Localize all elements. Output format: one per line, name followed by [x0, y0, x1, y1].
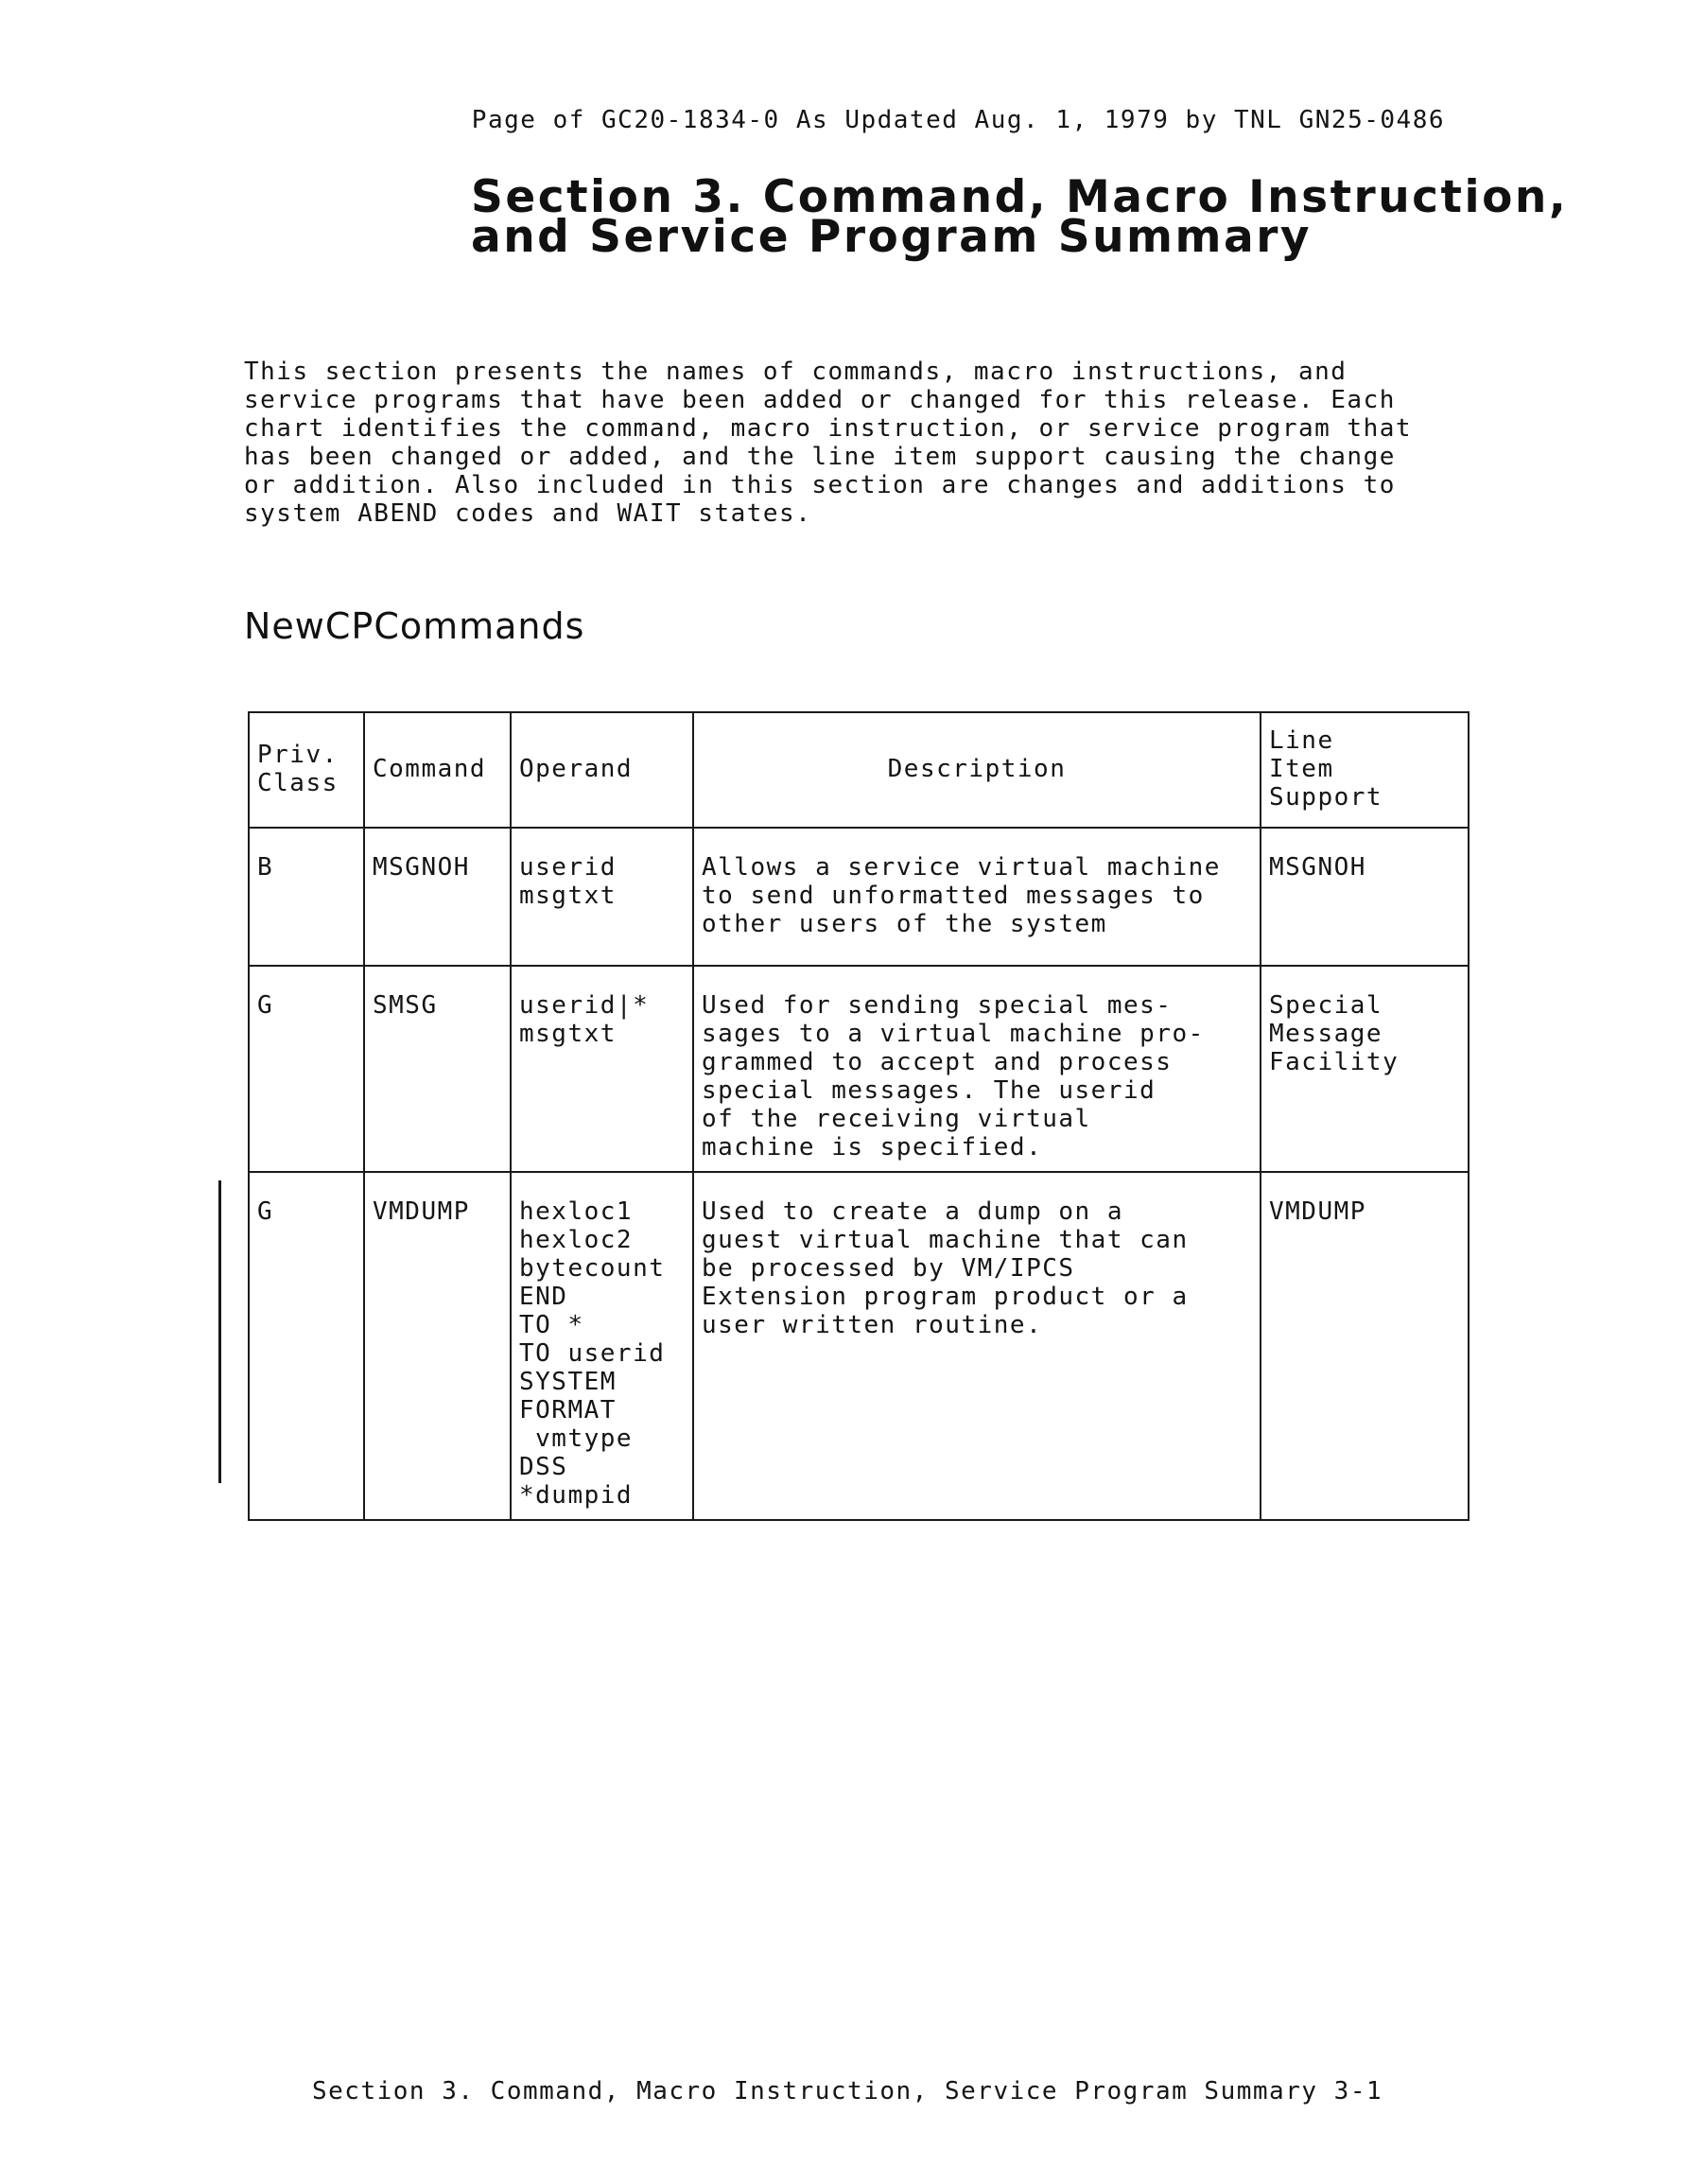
operand-line: hexloc2 — [519, 1226, 634, 1254]
description-line: user written routine. — [702, 1311, 1043, 1339]
description-line: sages to a virtual machine pro- — [702, 1020, 1205, 1048]
intro-line: system ABEND codes and WAIT states. — [244, 499, 812, 528]
description-line: special messages. The userid — [702, 1076, 1157, 1105]
table-row — [249, 1172, 1469, 1520]
cell-command: VMDUMP — [364, 1172, 511, 1520]
cell-priv-class: B — [249, 828, 364, 966]
operand-line: TO userid — [519, 1339, 666, 1368]
description-line: Extension program product or a — [702, 1283, 1189, 1311]
header-description: Description — [693, 712, 1261, 828]
header-text: Line — [1269, 726, 1334, 755]
support-line: Facility — [1269, 1048, 1400, 1076]
cell-description — [693, 1172, 1261, 1520]
section-title-line: Section 3. Command, Macro Instruction, — [471, 171, 1569, 223]
section-title — [471, 171, 1569, 263]
header-command: Command — [364, 712, 511, 828]
operand-line: TO * — [519, 1311, 584, 1339]
description-line: guest virtual machine that can — [702, 1226, 1189, 1254]
operand-line: msgtxt — [519, 882, 617, 910]
intro-line: has been changed or added, and the line item support causing the change — [244, 443, 1396, 471]
cell-line-item-support — [1261, 1172, 1469, 1520]
cell-command: MSGNOH — [364, 828, 511, 966]
table-header-row — [249, 712, 1469, 828]
cell-operand — [511, 1172, 693, 1520]
intro-line: chart identifies the command, macro instruction, or service program that — [244, 414, 1413, 443]
header-text: Support — [1269, 783, 1383, 812]
description-line: to send unformatted messages to — [702, 882, 1205, 910]
cell-operand — [511, 828, 693, 966]
operand-line: SYSTEM — [519, 1368, 617, 1396]
header-text: Priv. — [257, 741, 339, 769]
operand-line: vmtype — [519, 1424, 634, 1453]
description-line: other users of the system — [702, 910, 1107, 938]
operand-line: userid|* — [519, 991, 650, 1020]
support-line: MSGNOH — [1269, 853, 1366, 882]
intro-line: This section presents the names of commands, macro instructions, and — [244, 358, 1348, 386]
operand-line: *dumpid — [519, 1481, 634, 1510]
section-title-line: and Service Program Summary — [471, 211, 1313, 263]
operand-line: bytecount — [519, 1254, 666, 1283]
operand-line: END — [519, 1283, 568, 1311]
operand-line: FORMAT — [519, 1396, 617, 1424]
description-line: Used for sending special mes- — [702, 991, 1173, 1020]
cell-operand — [511, 966, 693, 1172]
new-cp-commands-table — [248, 711, 1470, 1521]
cell-priv-class: G — [249, 966, 364, 1172]
cell-line-item-support — [1261, 966, 1469, 1172]
running-head: Page of GC20-1834-0 As Updated Aug. 1, 1979 by TNL GN25-0486 — [471, 106, 1445, 134]
table-row — [249, 966, 1469, 1172]
cell-command: SMSG — [364, 966, 511, 1172]
operand-line: hexloc1 — [519, 1197, 634, 1226]
header-text: Class — [257, 769, 339, 797]
page-footer: Section 3. Command, Macro Instruction, Service Program Summary 3-1 — [312, 2077, 1383, 2105]
description-line: be processed by VM/IPCS — [702, 1254, 1075, 1283]
subsection-title: NewCPCommands — [244, 605, 585, 647]
header-line-item-support — [1261, 712, 1469, 828]
support-line: Message — [1269, 1020, 1383, 1048]
header-priv-class — [249, 712, 364, 828]
revision-bar — [218, 1180, 221, 1483]
intro-paragraph — [244, 358, 1447, 528]
header-text: Item — [1269, 755, 1334, 783]
support-line: Special — [1269, 991, 1383, 1020]
description-line: Allows a service virtual machine — [702, 853, 1221, 882]
header-operand: Operand — [511, 712, 693, 828]
description-line: of the receiving virtual — [702, 1105, 1091, 1133]
description-line: Used to create a dump on a — [702, 1197, 1123, 1226]
cell-line-item-support — [1261, 828, 1469, 966]
intro-line: service programs that have been added or changed for this release. Each — [244, 386, 1396, 414]
table-row — [249, 828, 1469, 966]
cell-priv-class: G — [249, 1172, 364, 1520]
operand-line: msgtxt — [519, 1020, 617, 1048]
operand-line: DSS — [519, 1453, 568, 1481]
cell-description — [693, 828, 1261, 966]
intro-line: or addition. Also included in this section are changes and additions to — [244, 471, 1396, 499]
support-line: VMDUMP — [1269, 1197, 1366, 1226]
description-line: machine is specified. — [702, 1133, 1043, 1162]
cell-description — [693, 966, 1261, 1172]
description-line: grammed to accept and process — [702, 1048, 1173, 1076]
operand-line: userid — [519, 853, 617, 882]
